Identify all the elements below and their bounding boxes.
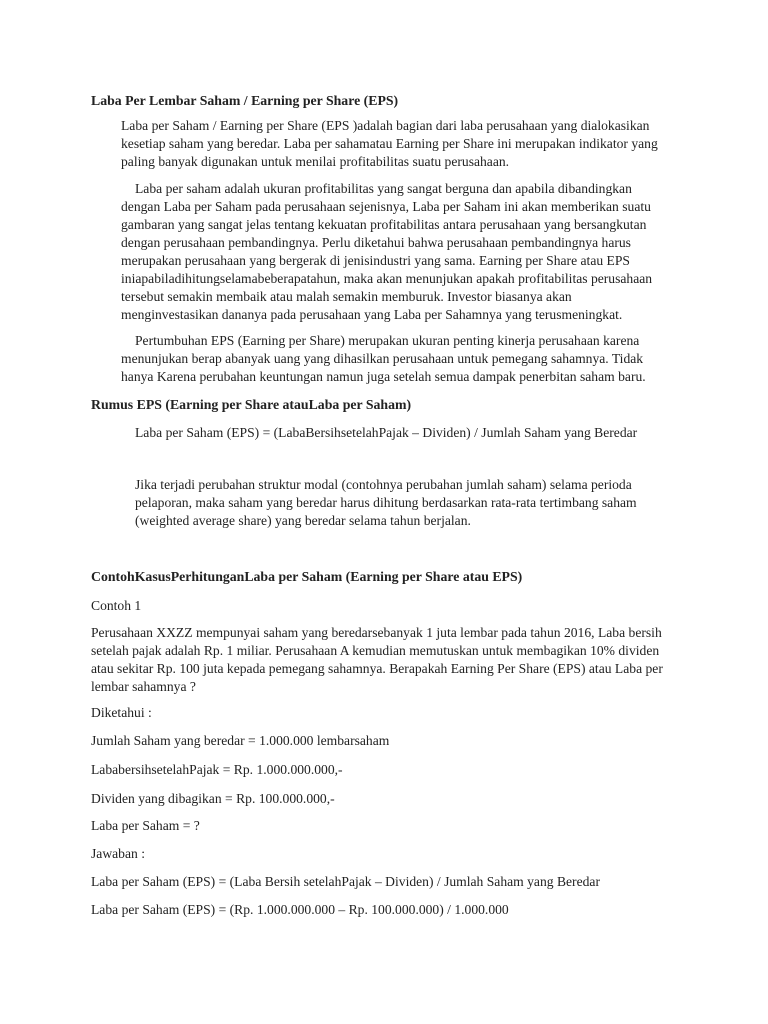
- note-capital-change: [135, 476, 695, 530]
- text-line: gambaran yang sangat jelas tentang kekuatan profitabilitas antara perusahaan yang bersangkutan: [121, 217, 647, 232]
- text-line: Jika terjadi perubahan struktur modal (contohnya perubahan jumlah saham) selama perioda: [135, 477, 632, 492]
- text-line: dengan perusahaan pembandingnya. Perlu diketahui bahwa perusahaan pembandingnya harus: [121, 235, 631, 250]
- text-line: pelaporan, maka saham yang beredar harus dihitung berdasarkan rata-rata tertimbang saham: [135, 495, 637, 510]
- given-dividend: Dividen yang dibagikan = Rp. 100.000.000,-: [91, 791, 335, 806]
- text-line: paling banyak digunakan untuk menilai profitabilitas suatu perusahaan.: [121, 154, 510, 169]
- text-line: (weighted average share) yang beredar selama tahun berjalan.: [135, 513, 471, 528]
- text-line: menginvestasikan dananya pada perusahaan yang Laba per Sahamnya yang terusmeningkat.: [121, 307, 623, 322]
- formula-eps: Laba per Saham (EPS) = (LabaBersihsetelahPajak – Dividen) / Jumlah Saham yang Beredar: [135, 425, 638, 440]
- text-line: iniapabiladihitungselamabeberapatahun, maka akan menunjukan apakah profitabilitas perusahaan: [121, 271, 653, 286]
- paragraph-growth: [121, 332, 681, 386]
- text-line: atau sekitar Rp. 100 juta kepada pemegang sahamnya. Berapakah Earning Per Share (EPS) atau Laba per: [91, 661, 663, 676]
- text-line: setelah pajak adalah Rp. 1 miliar. Perusahaan A kemudian memutuskan untuk membagikan 10% dividen: [91, 643, 660, 658]
- answer-formula: Laba per Saham (EPS) = (Laba Bersih setelahPajak – Dividen) / Jumlah Saham yang Beredar: [91, 874, 600, 889]
- answer-label: Jawaban :: [91, 846, 145, 861]
- text-line: Laba per Saham / Earning per Share (EPS )adalah bagian dari laba perusahaan yang dialokasikan: [121, 118, 650, 133]
- heading-rumus: Rumus EPS (Earning per Share atauLaba per Saham): [91, 397, 412, 412]
- text-line: Laba per saham adalah ukuran profitabilitas yang sangat berguna dan apabila dibandingkan: [135, 181, 632, 196]
- text-line: menunjukan berap abanyak uang yang dihasilkan perusahaan untuk pemegang sahamnya. Tidak: [121, 351, 644, 366]
- known-label: Diketahui :: [91, 705, 152, 720]
- text-line: Pertumbuhan EPS (Earning per Share) merupakan ukuran penting kinerja perusahaan karena: [135, 333, 640, 348]
- paragraph-profitability: [121, 180, 681, 324]
- text-line: tersebut semakin membaik atau malah semakin memburuk. Investor biasanya akan: [121, 289, 572, 304]
- given-eps-question: Laba per Saham = ?: [91, 818, 200, 833]
- heading-eps: Laba Per Lembar Saham / Earning per Share (EPS): [91, 93, 399, 108]
- example-label: Contoh 1: [91, 598, 142, 613]
- text-line: dengan Laba per Saham pada perusahaan sejenisnya, Laba per Saham ini akan memberikan suatu: [121, 199, 651, 214]
- text-line: lembar sahamnya ?: [91, 679, 196, 694]
- paragraph-case: [91, 624, 691, 696]
- paragraph-definition: [121, 117, 681, 171]
- text-line: hanya Karena perubahan keuntungan namun juga setelah semua dampak penerbitan saham baru.: [121, 369, 646, 384]
- given-net-profit: LababersihsetelahPajak = Rp. 1.000.000.000,-: [91, 762, 343, 777]
- text-line: Perusahaan XXZZ mempunyai saham yang beredarsebanyak 1 juta lembar pada tahun 2016, Laba bersih: [91, 625, 662, 640]
- text-line: kesetiap saham yang beredar. Laba per sahamatau Earning per Share ini merupakan indikator yang: [121, 136, 658, 151]
- text-line: merupakan perusahaan yang bergerak di jenisindustri yang sama. Earning per Share atau EPS: [121, 253, 630, 268]
- given-shares: Jumlah Saham yang beredar = 1.000.000 lembarsaham: [91, 733, 390, 748]
- heading-contoh: ContohKasusPerhitunganLaba per Saham (Earning per Share atau EPS): [91, 569, 523, 584]
- answer-values: Laba per Saham (EPS) = (Rp. 1.000.000.000 – Rp. 100.000.000) / 1.000.000: [91, 902, 509, 917]
